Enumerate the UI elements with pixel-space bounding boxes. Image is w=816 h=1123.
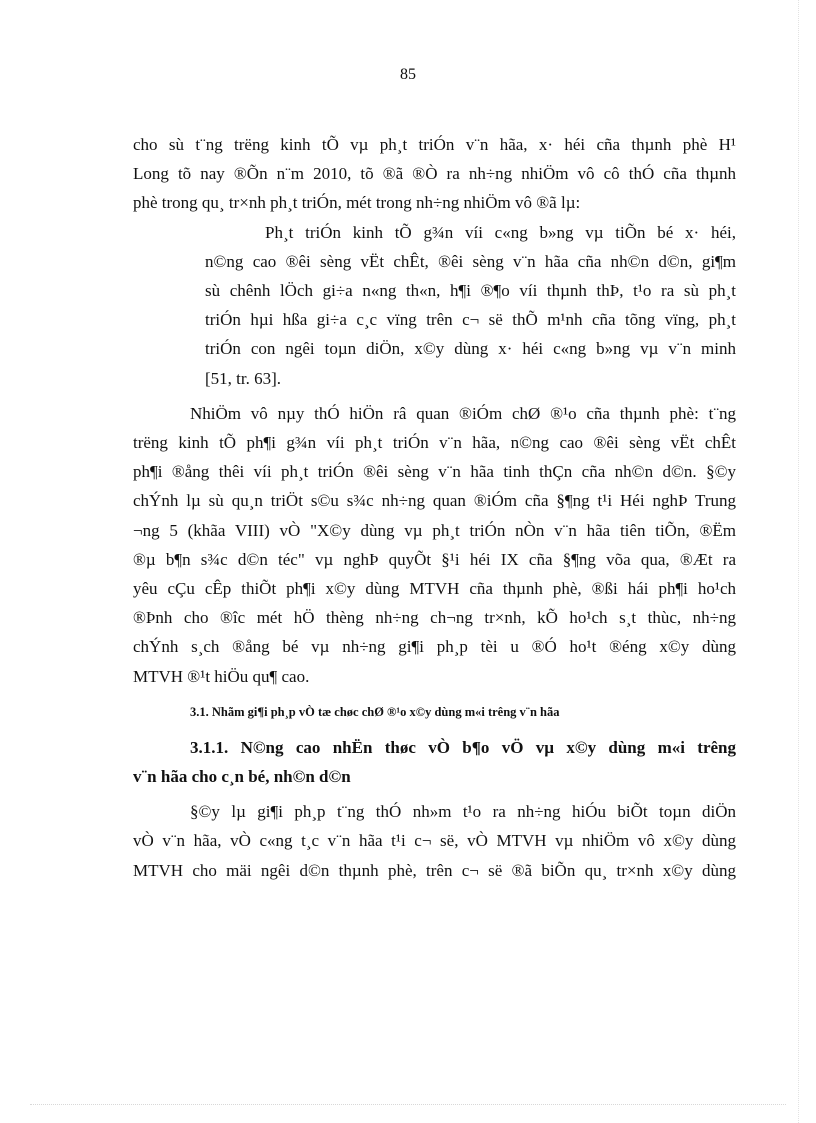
text-line: ¬ng 5 (khãa VIII) vÒ "X©y dùng vµ ph¸t triÓn nÒn v¨n hãa tiên tiÕn, ®Ëm	[133, 520, 736, 540]
quote-line: sù chênh lÖch gi÷a n«ng th«n, h¶i ®¶o víi thµnh thÞ, t¹o ra sù ph¸t	[205, 281, 736, 301]
paragraph-task	[133, 399, 736, 691]
text-line: §©y lµ gi¶i ph¸p t¨ng thÓ nh»m t¹o ra nh÷ng hiÓu biÕt toµn diÖn	[190, 802, 736, 822]
text-line: chÝnh lµ sù qu¸n triÖt s©u s¾c nh÷ng quan ®iÓm cña §¶ng t¹i Héi nghÞ Trung	[133, 491, 736, 511]
text-line: yêu cÇu cÊp thiÕt ph¶i x©y dùng MTVH cña thµnh phè, ®ßi hái ph¶i ho¹ch	[133, 579, 736, 599]
section-heading: 3.1. Nhãm gi¶i ph¸p vÒ tæ chøc chØ ®¹o x©y dùng m«i trêng v¨n hãa	[190, 704, 560, 719]
paragraph-intro	[133, 130, 736, 218]
text-line: ®µ b¶n s¾c d©n téc" vµ nghÞ quyÕt §¹i héi IX cña §¶ng võa qua, ®Æt ra	[133, 549, 736, 569]
heading-line: 3.1.1. N©ng cao nhËn thøc vÒ b¶o vÖ vµ x©y dùng m«i trêng	[190, 737, 736, 757]
quote-line: Ph¸t triÓn kinh tÕ g¾n víi c«ng b»ng vµ tiÕn bé x· héi,	[265, 222, 736, 242]
page-number: 85	[400, 66, 416, 83]
text-line: chÝnh s¸ch ®ång bé vµ nh÷ng gi¶i ph¸p tèi u ®Ó ho¹t ®éng x©y dùng	[133, 637, 736, 657]
text-line: NhiÖm vô nµy thÓ hiÖn râ quan ®iÓm chØ ®¹o cña thµnh phè: t¨ng	[190, 403, 736, 423]
text-line: vÒ v¨n hãa, vÒ c«ng t¸c v¨n hãa t¹i c¬ së, vÒ MTVH vµ nhiÖm vô x©y dùng	[133, 831, 736, 851]
quote-line: triÓn con ngêi toµn diÖn, x©y dùng x· héi c«ng b»ng vµ v¨n minh	[205, 339, 736, 359]
page-body	[133, 130, 736, 885]
quote-line: n©ng cao ®êi sèng vËt chÊt, ®êi sèng v¨n hãa cña nh©n d©n, gi¶m	[205, 251, 736, 271]
text-line: ®Þnh cho ®îc mét hÖ thèng nh÷ng ch¬ng tr×nh, kÕ ho¹ch s¸t thùc, nh÷ng	[133, 608, 736, 628]
text-line: cho sù t¨ng trëng kinh tÕ vµ ph¸t triÓn v¨n hãa, x· héi cña thµnh phè H¹	[133, 135, 736, 154]
text-line: MTVH cho mäi ngêi d©n thµnh phè, trên c¬ së ®ã biÕn qu¸ tr×nh x©y dùng	[133, 860, 736, 880]
quote-line: triÓn hµi hßa gi÷a c¸c vïng trên c¬ së thÕ m¹nh cña tõng vïng, ph¸t	[205, 310, 736, 330]
text-line: MTVH ®¹t hiÖu qu¶ cao.	[133, 666, 310, 686]
text-line: Long tõ nay ®Õn n¨m 2010, tõ ®ã ®Ò ra nh÷ng nhiÖm vô cô thÓ cña thµnh	[133, 164, 736, 184]
text-line: trëng kinh tÕ ph¶i g¾n víi ph¸t triÓn v¨n hãa, n©ng cao ®êi sèng vËt chÊt	[133, 433, 736, 453]
page-bottom-border	[30, 1104, 786, 1105]
paragraph-solution	[133, 797, 736, 885]
heading-line: v¨n hãa cho c¸n bé, nh©n d©n	[133, 767, 351, 787]
quote-citation: [51, tr. 63].	[205, 368, 282, 388]
block-quote	[205, 218, 736, 393]
page-right-border	[798, 0, 799, 1123]
subsection-heading	[133, 733, 736, 791]
text-line: phè trong qu¸ tr×nh ph¸t triÓn, mét trong nh÷ng nhiÖm vô ®ã lµ:	[133, 193, 581, 213]
text-line: ph¶i ®ång thêi víi ph¸t triÓn ®êi sèng v¨n hãa tinh thÇn cña nh©n d©n. §©y	[133, 462, 736, 482]
